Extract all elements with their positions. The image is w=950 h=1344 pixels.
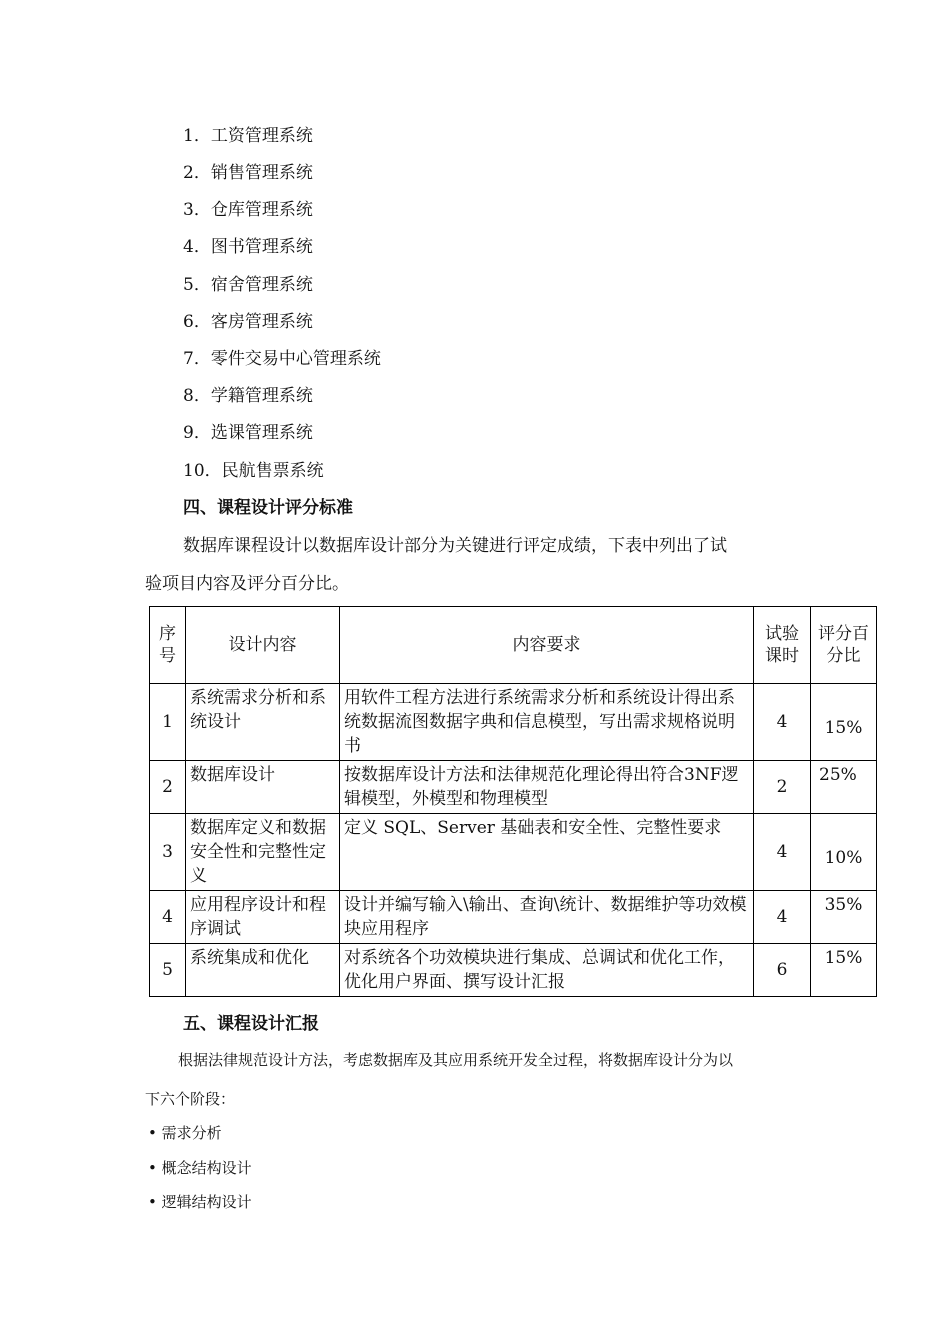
row-requirement: 设计并编写输入\输出、查询\统计、数据维护等功效模块应用程序 [340, 891, 754, 944]
header-content: 设计内容 [186, 607, 340, 684]
row-no: 3 [150, 814, 186, 891]
row-percent: 10% [811, 814, 877, 891]
row-requirement: 定义 SQL、Server 基础表和安全性、完整性要求 [340, 814, 754, 891]
list-item: 1．工资管理系统 [183, 126, 313, 146]
grading-table [149, 606, 877, 997]
section5-paragraph-line2: 下六个阶段： [145, 1090, 236, 1108]
row-percent: 35% [811, 891, 877, 944]
row-no: 1 [150, 684, 186, 761]
row-content: 数据库设计 [186, 761, 340, 814]
row-hours: 4 [754, 684, 811, 761]
row-percent: 15% [811, 684, 877, 761]
table-row [150, 944, 877, 997]
row-content: 应用程序设计和程序调试 [186, 891, 340, 944]
row-hours: 4 [754, 814, 811, 891]
section5-heading: 五、课程设计汇报 [183, 1014, 319, 1034]
list-item: 7．零件交易中心管理系统 [183, 349, 381, 369]
row-no: 4 [150, 891, 186, 944]
list-item: 6．客房管理系统 [183, 312, 313, 332]
header-requirement: 内容要求 [340, 607, 754, 684]
section4-heading: 四、课程设计评分标准 [183, 498, 353, 518]
section4-paragraph-line2: 验项目内容及评分百分比。 [145, 574, 349, 594]
header-hours: 试验课时 [754, 607, 811, 684]
row-requirement: 按数据库设计方法和法律规范化理论得出符合3NF逻辑模型，外模型和物理模型 [340, 761, 754, 814]
table-row [150, 761, 877, 814]
list-item: 10．民航售票系统 [183, 461, 324, 481]
row-hours: 4 [754, 891, 811, 944]
list-item: 8．学籍管理系统 [183, 386, 313, 406]
list-item: 5．宿舍管理系统 [183, 275, 313, 295]
row-content: 数据库定义和数据安全性和完整性定义 [186, 814, 340, 891]
stage-item: • 概念结构设计 [148, 1159, 252, 1177]
stage-item: • 需求分析 [148, 1124, 222, 1142]
header-percent: 评分百分比 [811, 607, 877, 684]
section4-paragraph-line1: 数据库课程设计以数据库设计部分为关键进行评定成绩，下表中列出了试 [183, 536, 727, 556]
row-percent: 15% [811, 944, 877, 997]
table-row [150, 891, 877, 944]
row-no: 5 [150, 944, 186, 997]
stage-item: • 逻辑结构设计 [148, 1193, 252, 1211]
section5-paragraph-line1: 根据法律规范设计方法，考虑数据库及其应用系统开发全过程，将数据库设计分为以 [178, 1051, 734, 1069]
row-requirement: 对系统各个功效模块进行集成、总调试和优化工作，优化用户界面、撰写设计汇报 [340, 944, 754, 997]
table-row [150, 814, 877, 891]
row-percent: 25% [811, 761, 877, 814]
row-requirement: 用软件工程方法进行系统需求分析和系统设计得出系统数据流图数据字典和信息模型，写出需求规格说明书 [340, 684, 754, 761]
list-item: 2．销售管理系统 [183, 163, 313, 183]
table-header-row [150, 607, 877, 684]
table-row [150, 684, 877, 761]
list-item: 9．选课管理系统 [183, 423, 313, 443]
list-item: 4．图书管理系统 [183, 237, 313, 257]
row-content: 系统需求分析和系统设计 [186, 684, 340, 761]
header-no: 序号 [150, 607, 186, 684]
row-no: 2 [150, 761, 186, 814]
row-content: 系统集成和优化 [186, 944, 340, 997]
list-item: 3．仓库管理系统 [183, 200, 313, 220]
row-hours: 6 [754, 944, 811, 997]
row-hours: 2 [754, 761, 811, 814]
